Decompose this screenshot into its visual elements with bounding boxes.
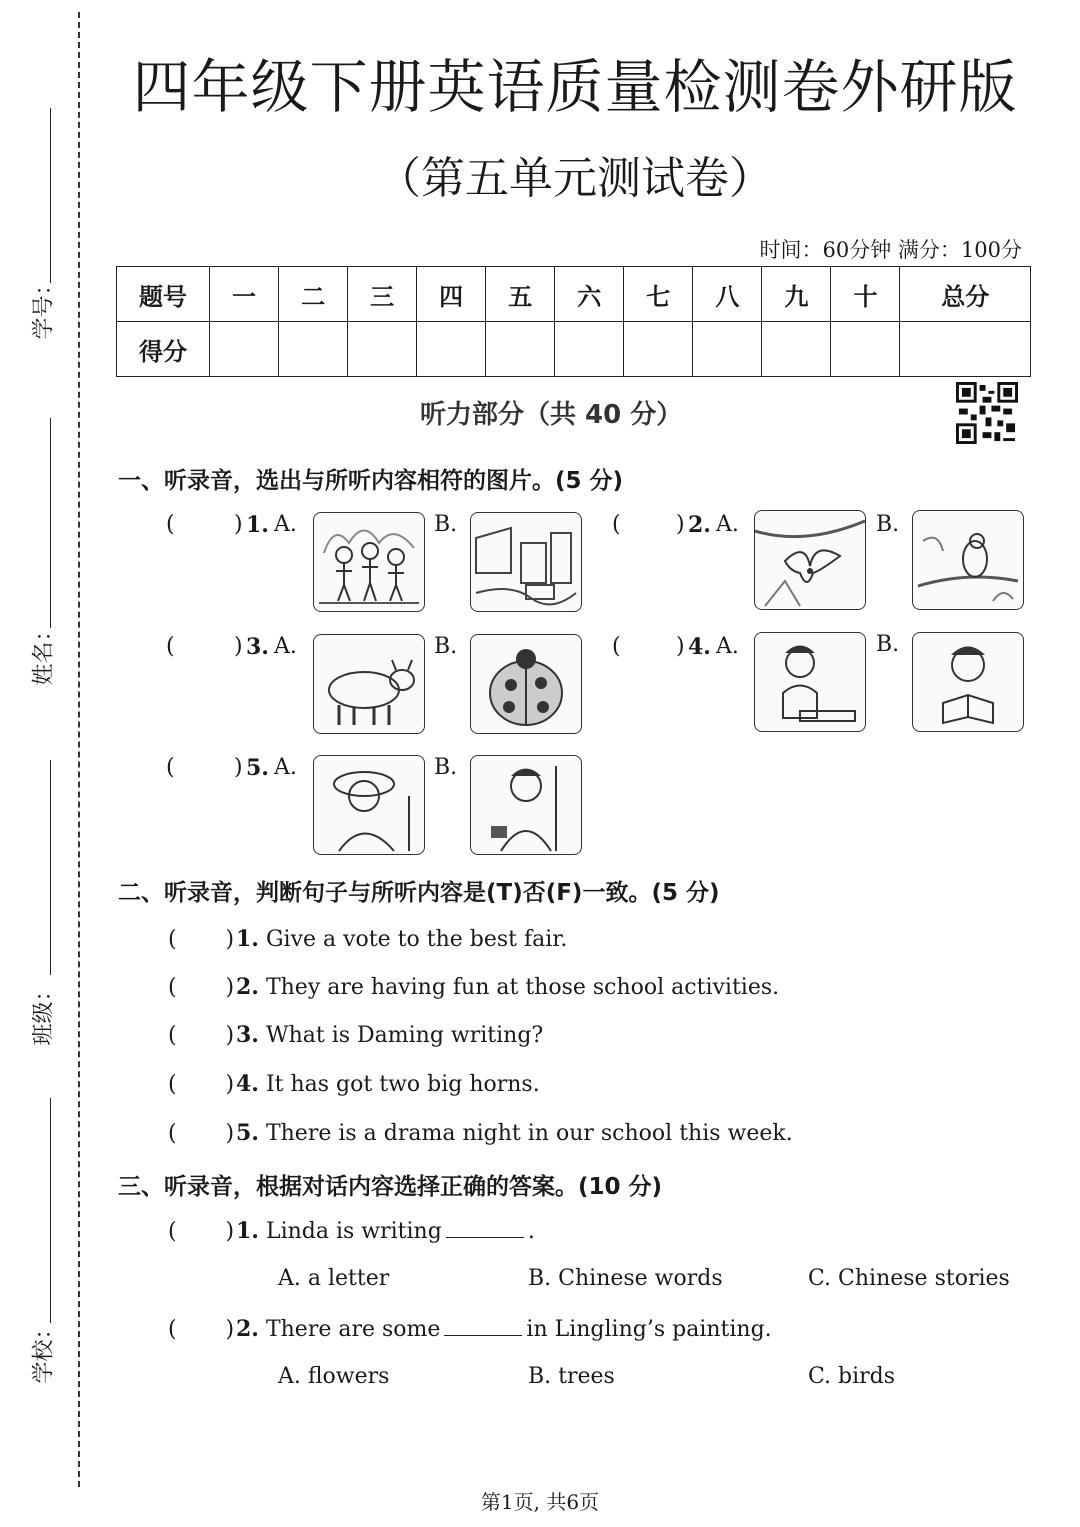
row-label-score: 得分 [117, 322, 210, 377]
option-a-label: A. [274, 634, 297, 659]
q3-b-picture-ladybug[interactable] [470, 634, 582, 734]
q1-a-picture-children-walking[interactable] [313, 512, 425, 612]
tf-item [168, 974, 779, 1000]
q3-number: 3. [246, 634, 269, 660]
item-number: 5. [236, 1120, 259, 1146]
q5-a-picture-boy-with-hat[interactable] [313, 755, 425, 855]
question-text-end: . [527, 1219, 535, 1244]
q2-option-a: A. flowers [278, 1364, 390, 1389]
item-number: 1. [236, 926, 259, 952]
item-number: 4. [236, 1071, 259, 1097]
option-b-label: B. [434, 755, 458, 780]
q2-number: 2. [688, 512, 711, 538]
answer-paren-close: ) [676, 634, 685, 659]
q2-option-b: B. trees [528, 1364, 615, 1389]
q5-number: 5. [246, 755, 269, 781]
student-id-label: 学号： [31, 273, 57, 340]
binding-dashed-line [78, 12, 80, 1487]
score-cell[interactable] [762, 322, 831, 377]
q4-a-picture-boy-writing[interactable] [754, 632, 866, 732]
score-cell[interactable] [486, 322, 555, 377]
name-line [50, 418, 51, 628]
page-title: 四年级下册英语质量检测卷外研版 [132, 53, 1018, 121]
col-9: 九 [762, 267, 831, 322]
name-label: 姓名： [31, 619, 57, 686]
option-a-label: A. [716, 634, 739, 659]
page-footer: 第1页, 共6页 [480, 1490, 600, 1514]
q1-number: 1. [246, 512, 269, 538]
option-b-label: B. [876, 512, 900, 537]
item-text: There is a drama night in our school this week. [265, 1121, 793, 1146]
mc-question-1 [168, 1218, 535, 1244]
item-text: Give a vote to the best fair. [265, 927, 568, 952]
answer-blank[interactable] [446, 1236, 524, 1238]
score-cell[interactable] [831, 322, 900, 377]
qr-code-icon [956, 382, 1018, 444]
score-cell[interactable] [624, 322, 693, 377]
answer-paren[interactable]: ( ) [168, 1121, 235, 1146]
answer-paren-open[interactable]: ( [166, 755, 175, 780]
answer-paren[interactable]: ( ) [168, 1023, 235, 1048]
col-5: 五 [486, 267, 555, 322]
q5-b-picture-boy-with-camera[interactable] [470, 755, 582, 855]
answer-paren[interactable]: ( ) [168, 1219, 235, 1244]
row-label-question: 题号 [117, 267, 210, 322]
tf-item [168, 1071, 540, 1097]
page-subtitle: （第五单元测试卷） [377, 153, 773, 204]
school-line [50, 1098, 51, 1323]
listening-title: 听力部分（共 40 分） [420, 400, 683, 430]
item-text: What is Daming writing? [265, 1023, 544, 1048]
item-number: 2. [236, 1316, 259, 1342]
q4-b-picture-boy-reading[interactable] [912, 632, 1024, 732]
option-a-label: A. [716, 512, 739, 537]
answer-paren[interactable]: ( ) [168, 975, 235, 1000]
col-4: 四 [417, 267, 486, 322]
question-text-end: in Lingling’s painting. [526, 1317, 772, 1342]
score-cell[interactable] [417, 322, 486, 377]
score-cell[interactable] [279, 322, 348, 377]
question-text: Linda is writing [265, 1219, 442, 1244]
answer-paren-open[interactable]: ( [166, 512, 175, 537]
class-line [50, 760, 51, 975]
q4-number: 4. [688, 634, 711, 660]
time-info: 时间：60分钟 满分：100分 [759, 238, 1022, 262]
answer-paren-close: ) [234, 512, 243, 537]
section2-title: 二、听录音，判断句子与所听内容是(T)否(F)一致。(5 分) [118, 880, 720, 906]
tf-item [168, 1022, 543, 1048]
q2-b-picture-bird-on-branch[interactable] [912, 510, 1024, 610]
section3-title: 三、听录音，根据对话内容选择正确的答案。(10 分) [118, 1174, 663, 1200]
item-number: 2. [236, 974, 259, 1000]
student-id-line [50, 108, 51, 283]
answer-paren-close: ) [234, 755, 243, 780]
mc-question-2 [168, 1316, 772, 1342]
q1-option-c: C. Chinese stories [808, 1266, 1010, 1291]
question-text: There are some [265, 1317, 441, 1342]
answer-paren-close: ) [234, 634, 243, 659]
col-2: 二 [279, 267, 348, 322]
col-10: 十 [831, 267, 900, 322]
score-cell[interactable] [210, 322, 279, 377]
item-text: It has got two big horns. [265, 1072, 540, 1097]
item-number: 3. [236, 1022, 259, 1048]
answer-paren-close: ) [676, 512, 685, 537]
answer-paren[interactable]: ( ) [168, 1072, 235, 1097]
col-3: 三 [348, 267, 417, 322]
class-label: 班级： [31, 979, 57, 1046]
q2-option-c: C. birds [808, 1364, 896, 1389]
item-text: They are having fun at those school activities. [265, 975, 780, 1000]
answer-paren[interactable]: ( ) [168, 1317, 235, 1342]
col-6: 六 [555, 267, 624, 322]
col-8: 八 [693, 267, 762, 322]
score-cell[interactable] [555, 322, 624, 377]
q1-option-a: A. a letter [278, 1266, 390, 1291]
item-number: 1. [236, 1218, 259, 1244]
q1-b-picture-town-scene[interactable] [470, 512, 582, 612]
option-a-label: A. [274, 512, 297, 537]
tf-item [168, 1120, 793, 1146]
answer-paren-open[interactable]: ( [612, 512, 621, 537]
score-cell[interactable] [693, 322, 762, 377]
option-b-label: B. [434, 512, 458, 537]
answer-paren[interactable]: ( ) [168, 927, 235, 952]
score-cell[interactable] [348, 322, 417, 377]
col-1: 一 [210, 267, 279, 322]
option-b-label: B. [876, 632, 900, 657]
col-7: 七 [624, 267, 693, 322]
option-b-label: B. [434, 634, 458, 659]
answer-paren-open[interactable]: ( [166, 634, 175, 659]
answer-paren-open[interactable]: ( [612, 634, 621, 659]
answer-blank[interactable] [444, 1334, 522, 1336]
score-table [116, 266, 1031, 377]
col-total: 总分 [900, 267, 1031, 322]
q3-a-picture-cow[interactable] [313, 634, 425, 734]
q1-option-b: B. Chinese words [528, 1266, 723, 1291]
tf-item [168, 926, 567, 952]
q2-a-picture-bird-flying[interactable] [754, 510, 866, 610]
school-label: 学校： [31, 1317, 57, 1384]
option-a-label: A. [274, 755, 297, 780]
section1-title: 一、听录音，选出与所听内容相符的图片。(5 分) [118, 468, 624, 494]
score-cell-total[interactable] [900, 322, 1031, 377]
